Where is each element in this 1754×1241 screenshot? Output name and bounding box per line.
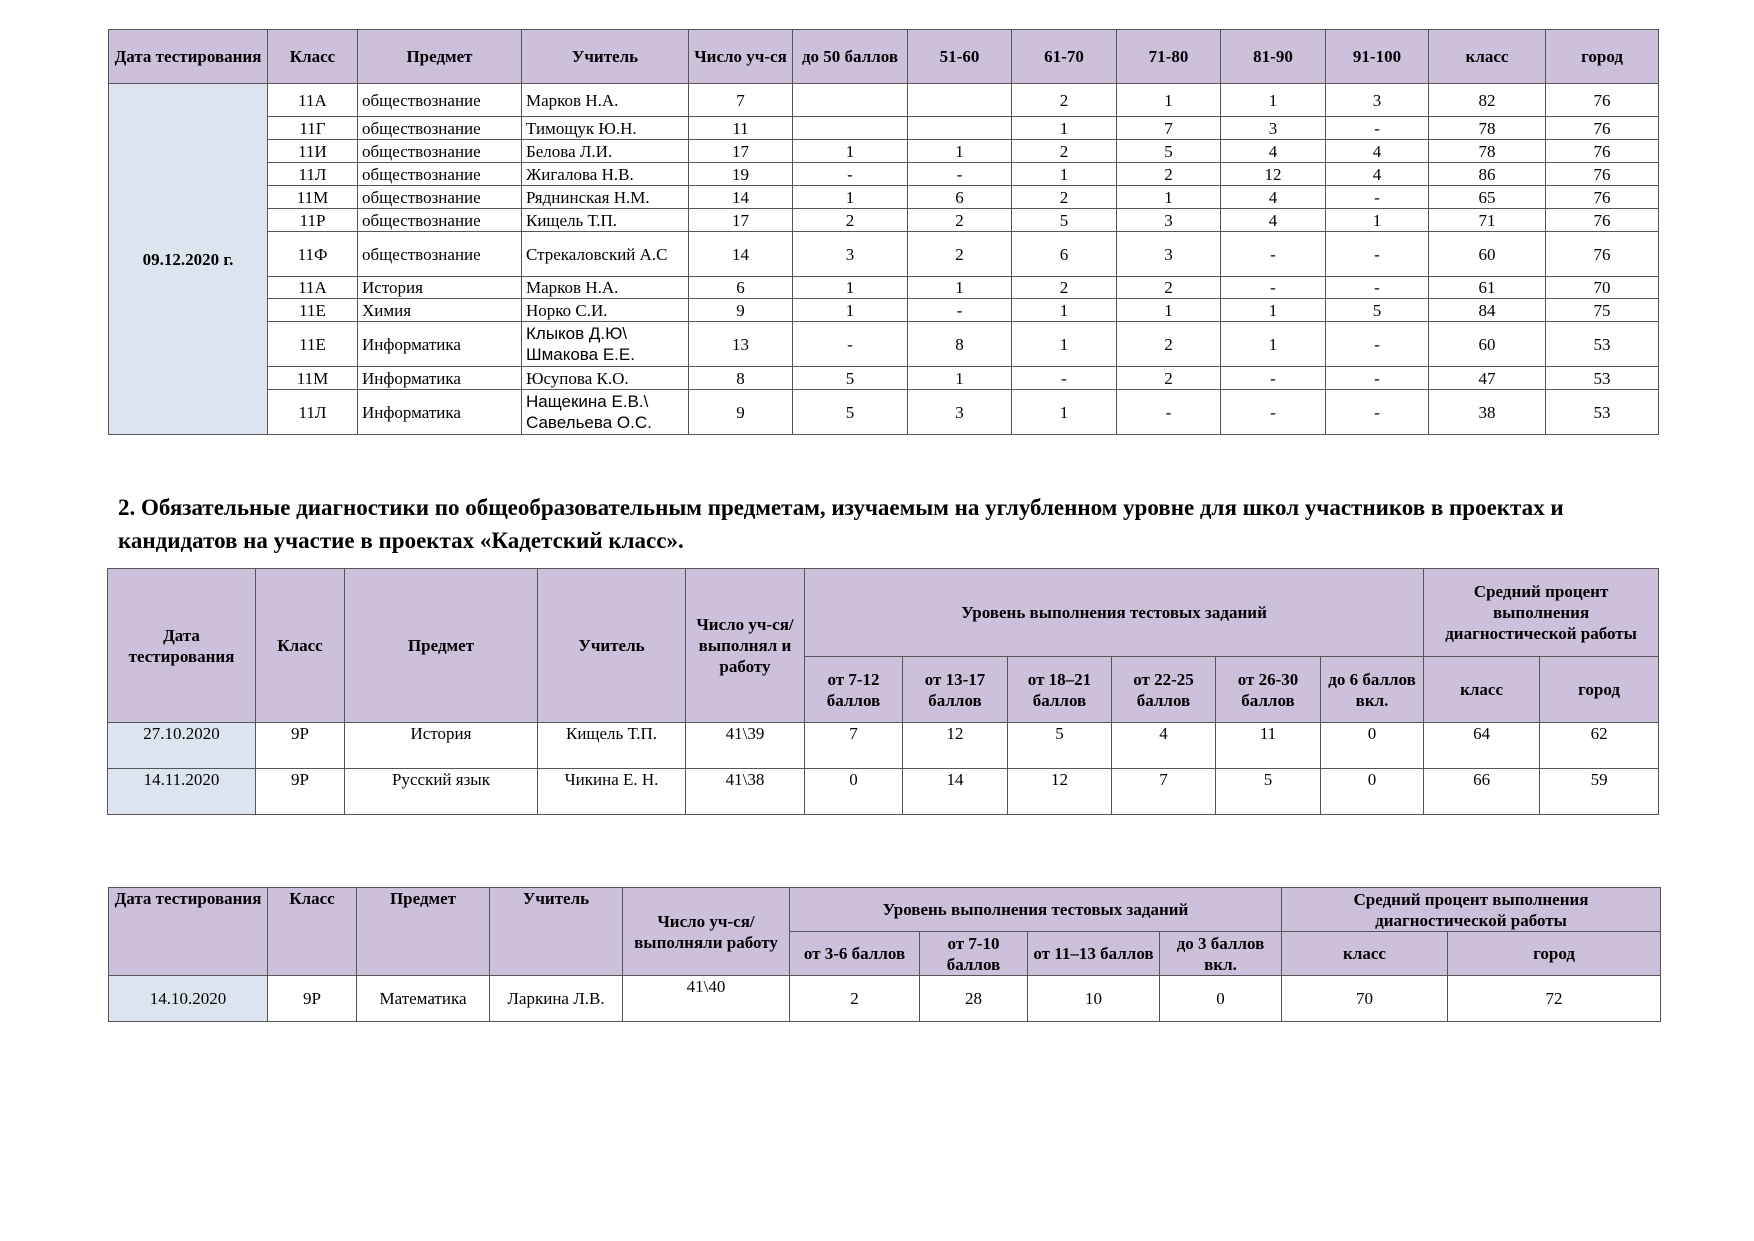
cell-81-90: 3 — [1221, 117, 1326, 140]
table-row — [109, 186, 1659, 209]
cell-71-80: 3 — [1117, 232, 1221, 277]
cell-avg-class: 84 — [1429, 299, 1546, 322]
header-81-90: 81-90 — [1221, 30, 1326, 84]
cell-count: 17 — [689, 140, 793, 163]
cell-avg-class: 65 — [1429, 186, 1546, 209]
cell-avg-class: 64 — [1424, 723, 1540, 769]
header-class: Класс — [256, 569, 345, 723]
cell-up-to-50: 2 — [793, 209, 908, 232]
header-avg-percent: Средний процент выполнения диагностической работы — [1282, 888, 1661, 932]
header-level-up-to-6: до 6 баллов вкл. — [1321, 657, 1424, 723]
cell-subject: обществознание — [358, 84, 522, 117]
cell-51-60: 6 — [908, 186, 1012, 209]
cell-91-100: - — [1326, 232, 1429, 277]
cell-level-26-30: 5 — [1216, 769, 1321, 815]
table-row — [108, 723, 1659, 769]
cell-teacher: Тимощук Ю.Н. — [522, 117, 689, 140]
cell-up-to-50: - — [793, 163, 908, 186]
table-row — [108, 769, 1659, 815]
cell-avg-class: 60 — [1429, 232, 1546, 277]
cell-teacher: Марков Н.А. — [522, 277, 689, 299]
cell-subject: обществознание — [358, 140, 522, 163]
cell-class: 11М — [268, 367, 358, 390]
cell-up-to-50: 1 — [793, 140, 908, 163]
cell-class: 11А — [268, 84, 358, 117]
cell-81-90: - — [1221, 367, 1326, 390]
cell-51-60: 2 — [908, 209, 1012, 232]
cell-subject: Информатика — [358, 390, 522, 435]
header-avg-class: класс — [1282, 932, 1448, 976]
cell-level-7-12: 7 — [805, 723, 903, 769]
header-up-to-50: до 50 баллов — [793, 30, 908, 84]
header-71-80: 71-80 — [1117, 30, 1221, 84]
cell-avg-class: 38 — [1429, 390, 1546, 435]
cell-61-70: 2 — [1012, 84, 1117, 117]
cell-81-90: 4 — [1221, 186, 1326, 209]
header-level-up-to-3: до 3 баллов вкл. — [1160, 932, 1282, 976]
cell-81-90: 1 — [1221, 322, 1326, 367]
cell-71-80: 5 — [1117, 140, 1221, 163]
header-61-70: 61-70 — [1012, 30, 1117, 84]
header-level-7-10: от 7-10 баллов — [920, 932, 1028, 976]
cell-teacher: Нащекина Е.В.\ Савельева О.С. — [522, 390, 689, 435]
cell-91-100: 1 — [1326, 209, 1429, 232]
cell-61-70: - — [1012, 367, 1117, 390]
cell-up-to-50: 1 — [793, 299, 908, 322]
cell-up-to-50 — [793, 117, 908, 140]
cell-level-3-6: 2 — [790, 976, 920, 1022]
cell-71-80: 7 — [1117, 117, 1221, 140]
cell-avg-city: 76 — [1546, 232, 1659, 277]
cell-61-70: 6 — [1012, 232, 1117, 277]
cell-subject: Химия — [358, 299, 522, 322]
cell-count: 17 — [689, 209, 793, 232]
cell-level-22-25: 4 — [1112, 723, 1216, 769]
cell-count: 14 — [689, 232, 793, 277]
cell-71-80: 2 — [1117, 277, 1221, 299]
cell-up-to-50 — [793, 84, 908, 117]
table-row — [109, 209, 1659, 232]
cell-51-60: 1 — [908, 140, 1012, 163]
cell-count: 41\38 — [686, 769, 805, 815]
cell-51-60: 3 — [908, 390, 1012, 435]
cell-level-22-25: 7 — [1112, 769, 1216, 815]
cell-level-7-10: 28 — [920, 976, 1028, 1022]
header-avg-city: город — [1540, 657, 1659, 723]
cell-teacher: Ряднинская Н.М. — [522, 186, 689, 209]
header-date: Дата тестирования — [108, 569, 256, 723]
cell-61-70: 1 — [1012, 322, 1117, 367]
cell-71-80: - — [1117, 390, 1221, 435]
cell-class: 11Л — [268, 390, 358, 435]
header-class: Класс — [268, 30, 358, 84]
cell-61-70: 2 — [1012, 277, 1117, 299]
cell-date: 27.10.2020 — [108, 723, 256, 769]
cell-avg-class: 66 — [1424, 769, 1540, 815]
cell-81-90: - — [1221, 232, 1326, 277]
cell-avg-class: 61 — [1429, 277, 1546, 299]
test-date: 09.12.2020 г. — [109, 84, 268, 435]
cell-71-80: 2 — [1117, 163, 1221, 186]
table-row — [109, 140, 1659, 163]
cell-date: 14.10.2020 — [109, 976, 268, 1022]
header-class: Класс — [268, 888, 357, 976]
header-subject: Предмет — [358, 30, 522, 84]
cell-class: 11А — [268, 277, 358, 299]
cell-up-to-50: 5 — [793, 390, 908, 435]
cell-61-70: 1 — [1012, 390, 1117, 435]
table-row — [109, 232, 1659, 277]
cell-class: 11Е — [268, 299, 358, 322]
header-level: Уровень выполнения тестовых заданий — [790, 888, 1282, 932]
cell-level-up-to-6: 0 — [1321, 769, 1424, 815]
cell-teacher: Клыков Д.Ю\ Шмакова Е.Е. — [522, 322, 689, 367]
cell-teacher: Чикина Е. Н. — [538, 769, 686, 815]
cell-avg-city: 59 — [1540, 769, 1659, 815]
table-row — [109, 84, 1659, 117]
cell-avg-city: 75 — [1546, 299, 1659, 322]
cell-count: 8 — [689, 367, 793, 390]
cell-up-to-50: 5 — [793, 367, 908, 390]
table-row — [109, 277, 1659, 299]
results-table-9-grade-math — [108, 887, 1661, 1022]
cell-subject: История — [345, 723, 538, 769]
cell-up-to-50: - — [793, 322, 908, 367]
cell-avg-class: 70 — [1282, 976, 1448, 1022]
cell-61-70: 1 — [1012, 163, 1117, 186]
cell-subject: Информатика — [358, 367, 522, 390]
header-avg-percent: Средний процент выполнения диагностической работы — [1424, 569, 1659, 657]
cell-61-70: 2 — [1012, 186, 1117, 209]
cell-teacher: Ларкина Л.В. — [490, 976, 623, 1022]
cell-51-60 — [908, 84, 1012, 117]
cell-71-80: 1 — [1117, 186, 1221, 209]
cell-subject: Математика — [357, 976, 490, 1022]
cell-71-80: 1 — [1117, 84, 1221, 117]
cell-91-100: - — [1326, 277, 1429, 299]
cell-61-70: 2 — [1012, 140, 1117, 163]
cell-avg-city: 76 — [1546, 84, 1659, 117]
header-91-100: 91-100 — [1326, 30, 1429, 84]
cell-91-100: 3 — [1326, 84, 1429, 117]
cell-subject: обществознание — [358, 209, 522, 232]
cell-avg-city: 70 — [1546, 277, 1659, 299]
cell-teacher: Стрекаловский А.С — [522, 232, 689, 277]
cell-teacher: Марков Н.А. — [522, 84, 689, 117]
cell-count: 6 — [689, 277, 793, 299]
cell-51-60: - — [908, 299, 1012, 322]
header-level: Уровень выполнения тестовых заданий — [805, 569, 1424, 657]
cell-avg-city: 76 — [1546, 186, 1659, 209]
header-level-22-25: от 22-25 баллов — [1112, 657, 1216, 723]
cell-avg-city: 53 — [1546, 390, 1659, 435]
cell-51-60: 1 — [908, 367, 1012, 390]
cell-count: 13 — [689, 322, 793, 367]
table-row — [109, 390, 1659, 435]
header-subject: Предмет — [345, 569, 538, 723]
cell-level-18-21: 5 — [1008, 723, 1112, 769]
cell-81-90: 1 — [1221, 84, 1326, 117]
cell-avg-class: 86 — [1429, 163, 1546, 186]
cell-avg-class: 60 — [1429, 322, 1546, 367]
cell-61-70: 1 — [1012, 117, 1117, 140]
header-teacher: Учитель — [490, 888, 623, 976]
cell-up-to-50: 1 — [793, 186, 908, 209]
cell-91-100: - — [1326, 390, 1429, 435]
cell-81-90: - — [1221, 277, 1326, 299]
cell-avg-city: 76 — [1546, 163, 1659, 186]
cell-teacher: Кищель Т.П. — [538, 723, 686, 769]
cell-avg-city: 72 — [1448, 976, 1661, 1022]
cell-subject: История — [358, 277, 522, 299]
cell-81-90: 1 — [1221, 299, 1326, 322]
cell-91-100: 5 — [1326, 299, 1429, 322]
table-row — [109, 367, 1659, 390]
header-avg-class: класс — [1429, 30, 1546, 84]
header-avg-class: класс — [1424, 657, 1540, 723]
cell-level-11-13: 10 — [1028, 976, 1160, 1022]
header-count: Число уч-ся/выполняли работу — [623, 888, 790, 976]
header-level-11-13: от 11–13 баллов — [1028, 932, 1160, 976]
cell-subject: обществознание — [358, 186, 522, 209]
cell-level-13-17: 12 — [903, 723, 1008, 769]
cell-avg-class: 82 — [1429, 84, 1546, 117]
table-row — [109, 322, 1659, 367]
cell-subject: обществознание — [358, 232, 522, 277]
cell-level-up-to-3: 0 — [1160, 976, 1282, 1022]
cell-class: 11Ф — [268, 232, 358, 277]
cell-91-100: - — [1326, 186, 1429, 209]
table-row — [109, 299, 1659, 322]
results-table-11-grade — [108, 29, 1659, 435]
cell-avg-city: 76 — [1546, 140, 1659, 163]
cell-51-60: 2 — [908, 232, 1012, 277]
cell-71-80: 3 — [1117, 209, 1221, 232]
cell-51-60: 8 — [908, 322, 1012, 367]
header-level-18-21: от 18–21 баллов — [1008, 657, 1112, 723]
cell-up-to-50: 3 — [793, 232, 908, 277]
header-avg-city: город — [1546, 30, 1659, 84]
cell-subject: Русский язык — [345, 769, 538, 815]
cell-class: 11Л — [268, 163, 358, 186]
cell-61-70: 5 — [1012, 209, 1117, 232]
table-row — [109, 163, 1659, 186]
cell-avg-class: 71 — [1429, 209, 1546, 232]
cell-level-26-30: 11 — [1216, 723, 1321, 769]
cell-71-80: 1 — [1117, 299, 1221, 322]
cell-count: 9 — [689, 390, 793, 435]
cell-51-60: - — [908, 163, 1012, 186]
header-date: Дата тестирования — [109, 888, 268, 976]
cell-count: 14 — [689, 186, 793, 209]
cell-81-90: 4 — [1221, 140, 1326, 163]
cell-avg-class: 78 — [1429, 140, 1546, 163]
cell-count: 41\40 — [623, 976, 790, 1022]
cell-71-80: 2 — [1117, 367, 1221, 390]
cell-51-60 — [908, 117, 1012, 140]
header-level-26-30: от 26-30 баллов — [1216, 657, 1321, 723]
cell-class: 11Е — [268, 322, 358, 367]
header-level-7-12: от 7-12 баллов — [805, 657, 903, 723]
cell-subject: обществознание — [358, 163, 522, 186]
section-heading: 2. Обязательные диагностики по общеобразовательным предметам, изучаемым на углубленном уровне для школ участников в проектах и кандидатов на участие в проектах «Кадетский класс». — [118, 495, 1564, 553]
cell-teacher: Кищель Т.П. — [522, 209, 689, 232]
cell-class: 11М — [268, 186, 358, 209]
cell-avg-city: 53 — [1546, 322, 1659, 367]
cell-level-13-17: 14 — [903, 769, 1008, 815]
cell-teacher: Юсупова К.О. — [522, 367, 689, 390]
cell-date: 14.11.2020 — [108, 769, 256, 815]
cell-91-100: 4 — [1326, 163, 1429, 186]
cell-teacher: Белова Л.И. — [522, 140, 689, 163]
cell-class: 9Р — [256, 723, 345, 769]
cell-71-80: 2 — [1117, 322, 1221, 367]
header-51-60: 51-60 — [908, 30, 1012, 84]
header-teacher: Учитель — [538, 569, 686, 723]
cell-81-90: - — [1221, 390, 1326, 435]
cell-subject: Информатика — [358, 322, 522, 367]
results-table-9-grade-history-russian — [107, 568, 1659, 815]
cell-61-70: 1 — [1012, 299, 1117, 322]
cell-count: 19 — [689, 163, 793, 186]
cell-count: 9 — [689, 299, 793, 322]
cell-avg-city: 53 — [1546, 367, 1659, 390]
table-row — [109, 117, 1659, 140]
header-avg-city: город — [1448, 932, 1661, 976]
cell-class: 9Р — [256, 769, 345, 815]
cell-91-100: 4 — [1326, 140, 1429, 163]
header-subject: Предмет — [357, 888, 490, 976]
cell-51-60: 1 — [908, 277, 1012, 299]
cell-avg-city: 76 — [1546, 117, 1659, 140]
cell-count: 41\39 — [686, 723, 805, 769]
cell-class: 9Р — [268, 976, 357, 1022]
header-count: Число уч-ся — [689, 30, 793, 84]
cell-count: 7 — [689, 84, 793, 117]
cell-class: 11И — [268, 140, 358, 163]
cell-avg-city: 62 — [1540, 723, 1659, 769]
cell-class: 11Р — [268, 209, 358, 232]
cell-level-up-to-6: 0 — [1321, 723, 1424, 769]
header-count: Число уч-ся/ выполнял и работу — [686, 569, 805, 723]
header-level-13-17: от 13-17 баллов — [903, 657, 1008, 723]
cell-up-to-50: 1 — [793, 277, 908, 299]
cell-91-100: - — [1326, 367, 1429, 390]
cell-avg-class: 47 — [1429, 367, 1546, 390]
cell-81-90: 4 — [1221, 209, 1326, 232]
cell-level-18-21: 12 — [1008, 769, 1112, 815]
cell-avg-class: 78 — [1429, 117, 1546, 140]
cell-teacher: Жигалова Н.В. — [522, 163, 689, 186]
header-level-3-6: от 3-6 баллов — [790, 932, 920, 976]
cell-class: 11Г — [268, 117, 358, 140]
cell-avg-city: 76 — [1546, 209, 1659, 232]
cell-subject: обществознание — [358, 117, 522, 140]
table-row — [109, 976, 1661, 1022]
header-date: Дата тестирования — [109, 30, 268, 84]
cell-91-100: - — [1326, 117, 1429, 140]
header-teacher: Учитель — [522, 30, 689, 84]
cell-level-7-12: 0 — [805, 769, 903, 815]
cell-81-90: 12 — [1221, 163, 1326, 186]
cell-count: 11 — [689, 117, 793, 140]
cell-teacher: Норко С.И. — [522, 299, 689, 322]
cell-91-100: - — [1326, 322, 1429, 367]
